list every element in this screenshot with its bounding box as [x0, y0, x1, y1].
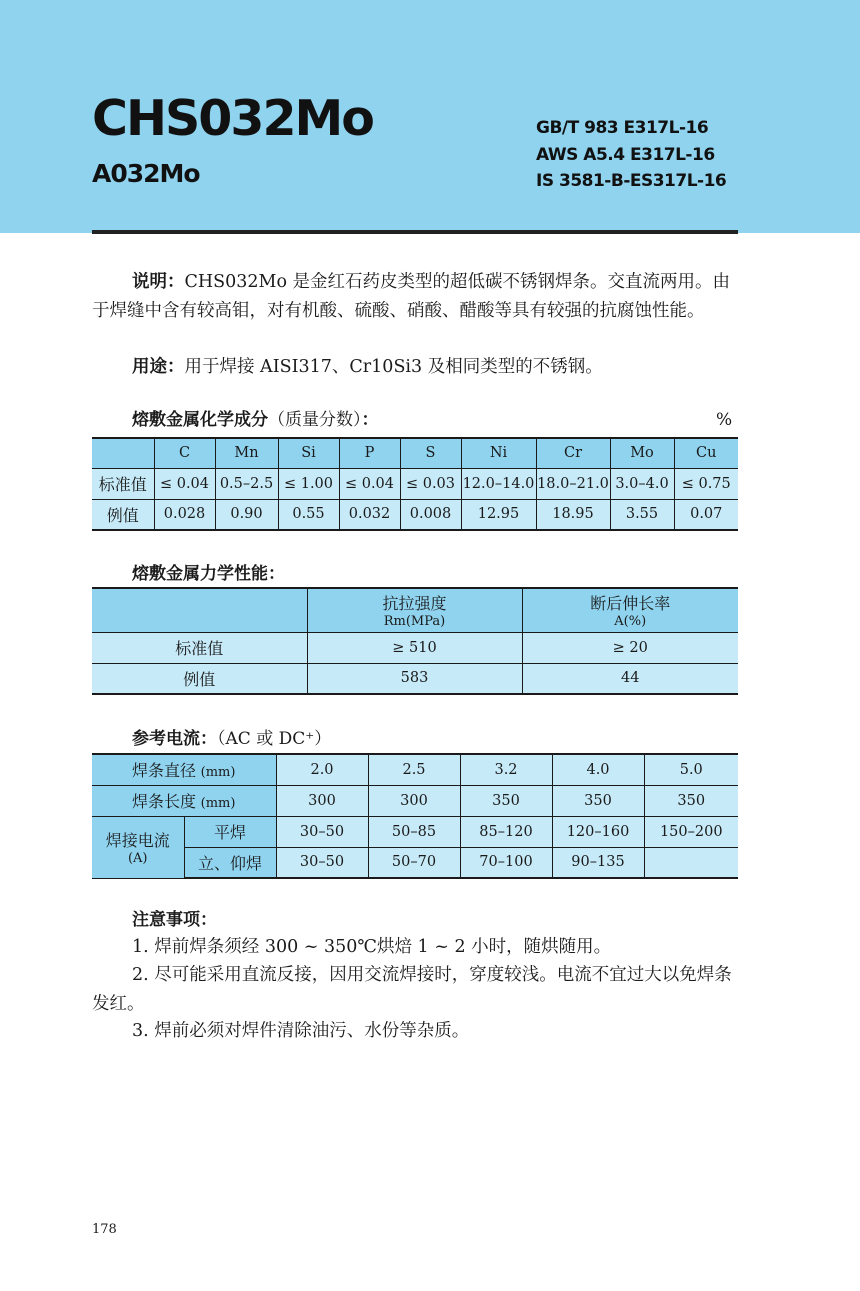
current-label: 焊接电流 (A) — [92, 816, 184, 878]
length-label: 焊条长度 (mm) — [92, 785, 276, 816]
chem-col-s: S — [400, 438, 461, 468]
current-row-flat — [92, 816, 738, 847]
chem-col-ni: Ni — [461, 438, 536, 468]
description-paragraph — [92, 268, 738, 325]
chem-cell: 12.95 — [461, 499, 536, 530]
chem-unit: % — [716, 410, 733, 430]
diameter-cell: 2.0 — [276, 754, 368, 785]
chem-table — [92, 437, 738, 531]
mech-row-label: 标准值 — [92, 632, 307, 663]
chem-row-standard — [92, 468, 738, 499]
description-label: 说明： — [132, 272, 185, 292]
product-title: CHS032Mo — [92, 90, 373, 147]
mech-row-standard — [92, 632, 738, 663]
mech-col-empty — [92, 588, 307, 632]
vertical-cell — [644, 847, 738, 878]
current-row-vertical — [92, 847, 738, 878]
diameter-cell: 4.0 — [552, 754, 644, 785]
header-rule — [92, 230, 738, 234]
chem-row-label: 标准值 — [92, 468, 154, 499]
length-cell: 350 — [460, 785, 552, 816]
chem-cell: ≤ 0.03 — [400, 468, 461, 499]
chem-col-p: P — [339, 438, 400, 468]
chem-row-label: 例值 — [92, 499, 154, 530]
chem-col-mn: Mn — [215, 438, 278, 468]
usage-text: 用于焊接 AISI317、Cr10Si3 及相同类型的不锈钢。 — [184, 357, 603, 377]
flat-cell: 120–160 — [552, 816, 644, 847]
chem-col-cr: Cr — [536, 438, 610, 468]
chem-cell: ≤ 0.04 — [339, 468, 400, 499]
flat-label: 平焊 — [184, 816, 276, 847]
length-cell: 350 — [552, 785, 644, 816]
length-cell: 350 — [644, 785, 738, 816]
chem-col-c: C — [154, 438, 215, 468]
chem-cell: 0.032 — [339, 499, 400, 530]
chem-col-empty — [92, 438, 154, 468]
mech-heading: 熔敷金属力学性能： — [132, 564, 285, 584]
note-item-3: 3. 焊前必须对焊件清除油污、水份等杂质。 — [132, 1021, 470, 1041]
length-cell: 300 — [276, 785, 368, 816]
mech-col-elongation: 断后伸长率 A(%) — [522, 588, 738, 632]
chem-header-row — [92, 438, 738, 468]
flat-cell: 150–200 — [644, 816, 738, 847]
usage-paragraph — [92, 353, 738, 382]
vertical-cell: 90–135 — [552, 847, 644, 878]
description-text: CHS032Mo 是金红石药皮类型的超低碳不锈钢焊条。交直流两用。由于焊缝中含有较高钼，对有机酸、硫酸、硝酸、醋酸等具有较强的抗腐蚀性能。 — [92, 272, 731, 321]
length-cell: 300 — [368, 785, 460, 816]
standard-aws: AWS A5.4 E317L-16 — [536, 144, 715, 165]
chem-cell: 0.90 — [215, 499, 278, 530]
chem-cell: 0.55 — [278, 499, 339, 530]
chem-cell: 0.07 — [674, 499, 738, 530]
flat-cell: 50–85 — [368, 816, 460, 847]
diameter-cell: 5.0 — [644, 754, 738, 785]
flat-cell: 30–50 — [276, 816, 368, 847]
diameter-cell: 3.2 — [460, 754, 552, 785]
mech-cell: ≥ 20 — [522, 632, 738, 663]
mech-row-label: 例值 — [92, 663, 307, 694]
notes-heading: 注意事项： — [132, 910, 217, 930]
chem-cell: 0.008 — [400, 499, 461, 530]
standards-list — [536, 115, 726, 195]
chem-cell: ≤ 0.75 — [674, 468, 738, 499]
current-row-diameter — [92, 754, 738, 785]
current-heading: 参考电流：（AC 或 DC⁺） — [132, 729, 332, 749]
chem-cell: 12.0–14.0 — [461, 468, 536, 499]
mech-header-row — [92, 588, 738, 632]
chem-cell: 3.0–4.0 — [610, 468, 674, 499]
standard-is: IS 3581-B-ES317L-16 — [536, 171, 727, 191]
vertical-cell: 70–100 — [460, 847, 552, 878]
chem-col-cu: Cu — [674, 438, 738, 468]
standard-gb: GB/T 983 E317L-16 — [536, 118, 709, 138]
chem-cell: 18.95 — [536, 499, 610, 530]
mech-col-tensile: 抗拉强度 Rm(MPa) — [307, 588, 522, 632]
note-item-1: 1. 焊前焊条须经 300 ~ 350℃烘焙 1 ~ 2 小时，随烘随用。 — [132, 937, 612, 957]
chem-cell: ≤ 0.04 — [154, 468, 215, 499]
chem-cell: ≤ 1.00 — [278, 468, 339, 499]
chem-col-mo: Mo — [610, 438, 674, 468]
vertical-label: 立、仰焊 — [184, 847, 276, 878]
mech-table — [92, 587, 738, 695]
mech-cell: ≥ 510 — [307, 632, 522, 663]
header-band — [0, 0, 860, 233]
chem-cell: 18.0–21.0 — [536, 468, 610, 499]
note-item-2: 2. 尽可能采用直流反接，因用交流焊接时，穿度较浅。电流不宜过大以免焊条发红。 — [92, 965, 732, 1014]
mech-row-example — [92, 663, 738, 694]
chem-row-example — [92, 499, 738, 530]
flat-cell: 85–120 — [460, 816, 552, 847]
current-row-length — [92, 785, 738, 816]
chem-cell: 0.5–2.5 — [215, 468, 278, 499]
chem-heading: 熔敷金属化学成分（质量分数）： — [132, 410, 379, 430]
diameter-cell: 2.5 — [368, 754, 460, 785]
mech-cell: 44 — [522, 663, 738, 694]
vertical-cell: 30–50 — [276, 847, 368, 878]
page-number: 178 — [92, 1222, 117, 1237]
vertical-cell: 50–70 — [368, 847, 460, 878]
chem-col-si: Si — [278, 438, 339, 468]
product-subtitle: A032Mo — [92, 159, 200, 188]
chem-cell: 3.55 — [610, 499, 674, 530]
current-table — [92, 753, 738, 879]
diameter-label: 焊条直径 (mm) — [92, 754, 276, 785]
mech-cell: 583 — [307, 663, 522, 694]
chem-cell: 0.028 — [154, 499, 215, 530]
usage-label: 用途： — [132, 357, 185, 377]
